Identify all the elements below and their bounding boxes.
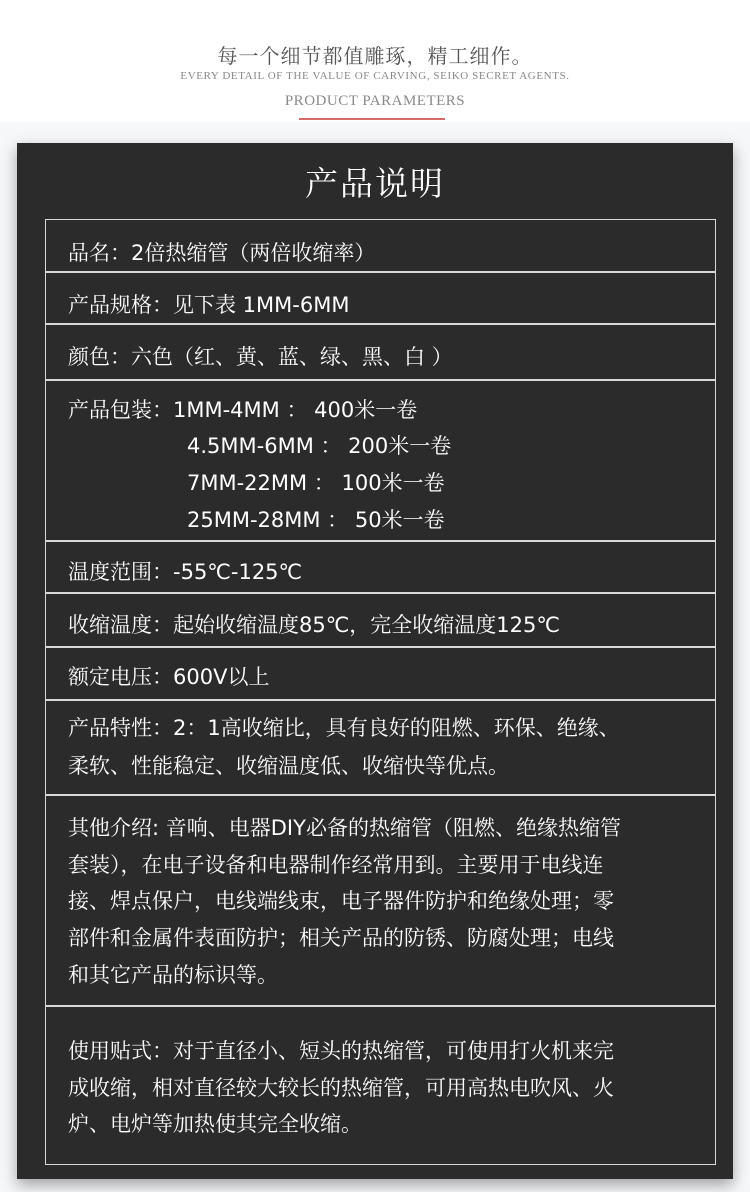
spec-line: 套装），在电子设备和电器制作经常用到。主要用于电线连: [68, 853, 604, 877]
spec-line: 使用贴式：对于直径小、短头的热缩管，可使用打火机来完: [68, 1039, 614, 1063]
header-title-en: EVERY DETAIL OF THE VALUE OF CARVING, SEIKO SECRET AGENTS.: [180, 70, 570, 82]
spec-line: 产品特性：2：1高收缩比，具有良好的阻燃、环保、绝缘、: [68, 716, 620, 740]
row-divider: [45, 271, 716, 273]
spec-line: 颜色：六色（红、黄、蓝、绿、黑、白 ）: [68, 345, 453, 369]
panel-title: 产品说明: [305, 164, 445, 203]
spec-line: 7MM-22MM ： 100米一卷: [187, 471, 445, 495]
spec-line: 部件和金属件表面防护；相关产品的防锈、防腐处理；电线: [68, 926, 614, 950]
spec-line: 接、焊点保户，电线端线束，电子器件防护和绝缘处理；零: [68, 889, 614, 913]
row-divider: [45, 379, 716, 381]
row-divider: [45, 592, 716, 594]
spec-line: 25MM-28MM ： 50米一卷: [187, 508, 445, 532]
row-divider: [45, 794, 716, 796]
spec-line: 收缩温度：起始收缩温度85℃，完全收缩温度125℃: [68, 613, 560, 637]
spec-line: 柔软、性能稳定、收缩温度低、收缩快等优点。: [68, 754, 509, 778]
spec-line: 和其它产品的标识等。: [68, 963, 278, 987]
spec-line: 成收缩，相对直径较大较长的热缩管，可用高热电吹风、火: [68, 1076, 614, 1100]
row-divider: [45, 540, 716, 542]
row-divider: [45, 699, 716, 701]
spec-line: 额定电压：600V以上: [68, 665, 270, 689]
spec-line: 4.5MM-6MM ： 200米一卷: [187, 434, 452, 458]
row-divider: [45, 646, 716, 648]
spec-line: 品名：2倍热缩管（两倍收缩率）: [68, 241, 376, 265]
row-divider: [45, 1005, 716, 1007]
header-title-cn: 每一个细节都值雕琢，精工细作。: [217, 44, 533, 68]
spec-line: 产品包装：1MM-4MM ： 400米一卷: [68, 398, 418, 422]
spec-line: 炉、电炉等加热使其完全收缩。: [68, 1112, 362, 1136]
spec-line: 产品规格：见下表 1MM-6MM: [68, 293, 350, 317]
spec-line: 其他介绍: 音响、电器DIY必备的热缩管（阻燃、绝缘热缩管: [68, 816, 621, 840]
header-subtitle: PRODUCT PARAMETERS: [284, 93, 466, 109]
header-underline: [299, 118, 445, 120]
spec-line: 温度范围：-55℃-125℃: [68, 560, 303, 584]
row-divider: [45, 323, 716, 325]
